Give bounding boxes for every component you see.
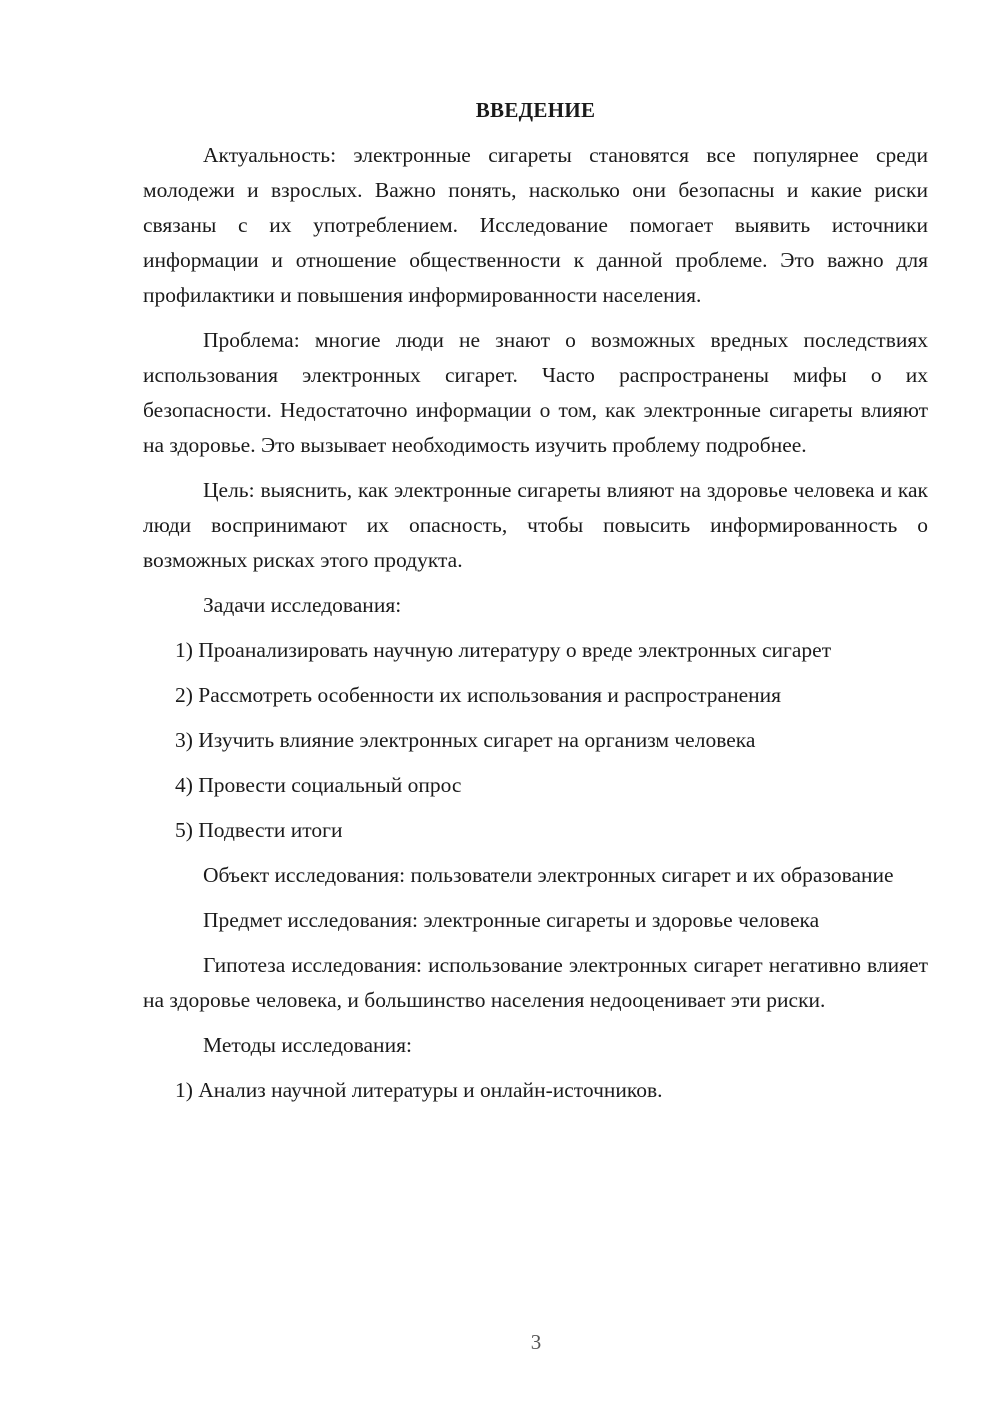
task-item-3: 3) Изучить влияние электронных сигарет на организм человека — [175, 728, 756, 752]
task-item-4: 4) Провести социальный опрос — [175, 773, 462, 797]
goal-paragraph: Цель: выяснить, как электронные сигареты влияют на здоровье человека и как люди воспринимают их опасность, чтобы повысить информированность о возможных рисках этого продукта. — [143, 478, 928, 572]
subject-paragraph: Предмет исследования: электронные сигареты и здоровье человека — [203, 908, 820, 932]
method-item-1: 1) Анализ научной литературы и онлайн-источников. — [175, 1078, 663, 1102]
task-item-1: 1) Проанализировать научную литературу о вреде электронных сигарет — [175, 638, 832, 662]
problem-paragraph: Проблема: многие люди не знают о возможных вредных последствиях использования электронных сигарет. Часто распространены мифы о их безопасности. Недостаточно информации о том, как электронные сигареты влияют на здоровье. Это вызывает необходимость изучить проблему подробнее. — [143, 328, 928, 457]
relevance-paragraph: Актуальность: электронные сигареты становятся все популярнее среди молодежи и взрослых. Важно понять, насколько они безопасны и какие риски связаны с их употреблением. Исследование помогает выявить источники информации и отношение общественности к данной проблеме. Это важно для профилактики и повышения информированности населения. — [143, 143, 928, 307]
task-item-5: 5) Подвести итоги — [175, 818, 343, 842]
document-page — [143, 93, 928, 1118]
methods-heading: Методы исследования: — [203, 1033, 412, 1057]
tasks-heading: Задачи исследования: — [203, 593, 402, 617]
task-item-2: 2) Рассмотреть особенности их использования и распространения — [175, 683, 782, 707]
hypothesis-paragraph: Гипотеза исследования: использование электронных сигарет негативно влияет на здоровье человека, и большинство населения недооценивает эти риски. — [143, 953, 928, 1012]
page-number: 3 — [530, 1330, 542, 1354]
section-title: ВВЕДЕНИЕ — [475, 98, 596, 122]
object-paragraph: Объект исследования: пользователи электронных сигарет и их образование — [203, 863, 894, 887]
